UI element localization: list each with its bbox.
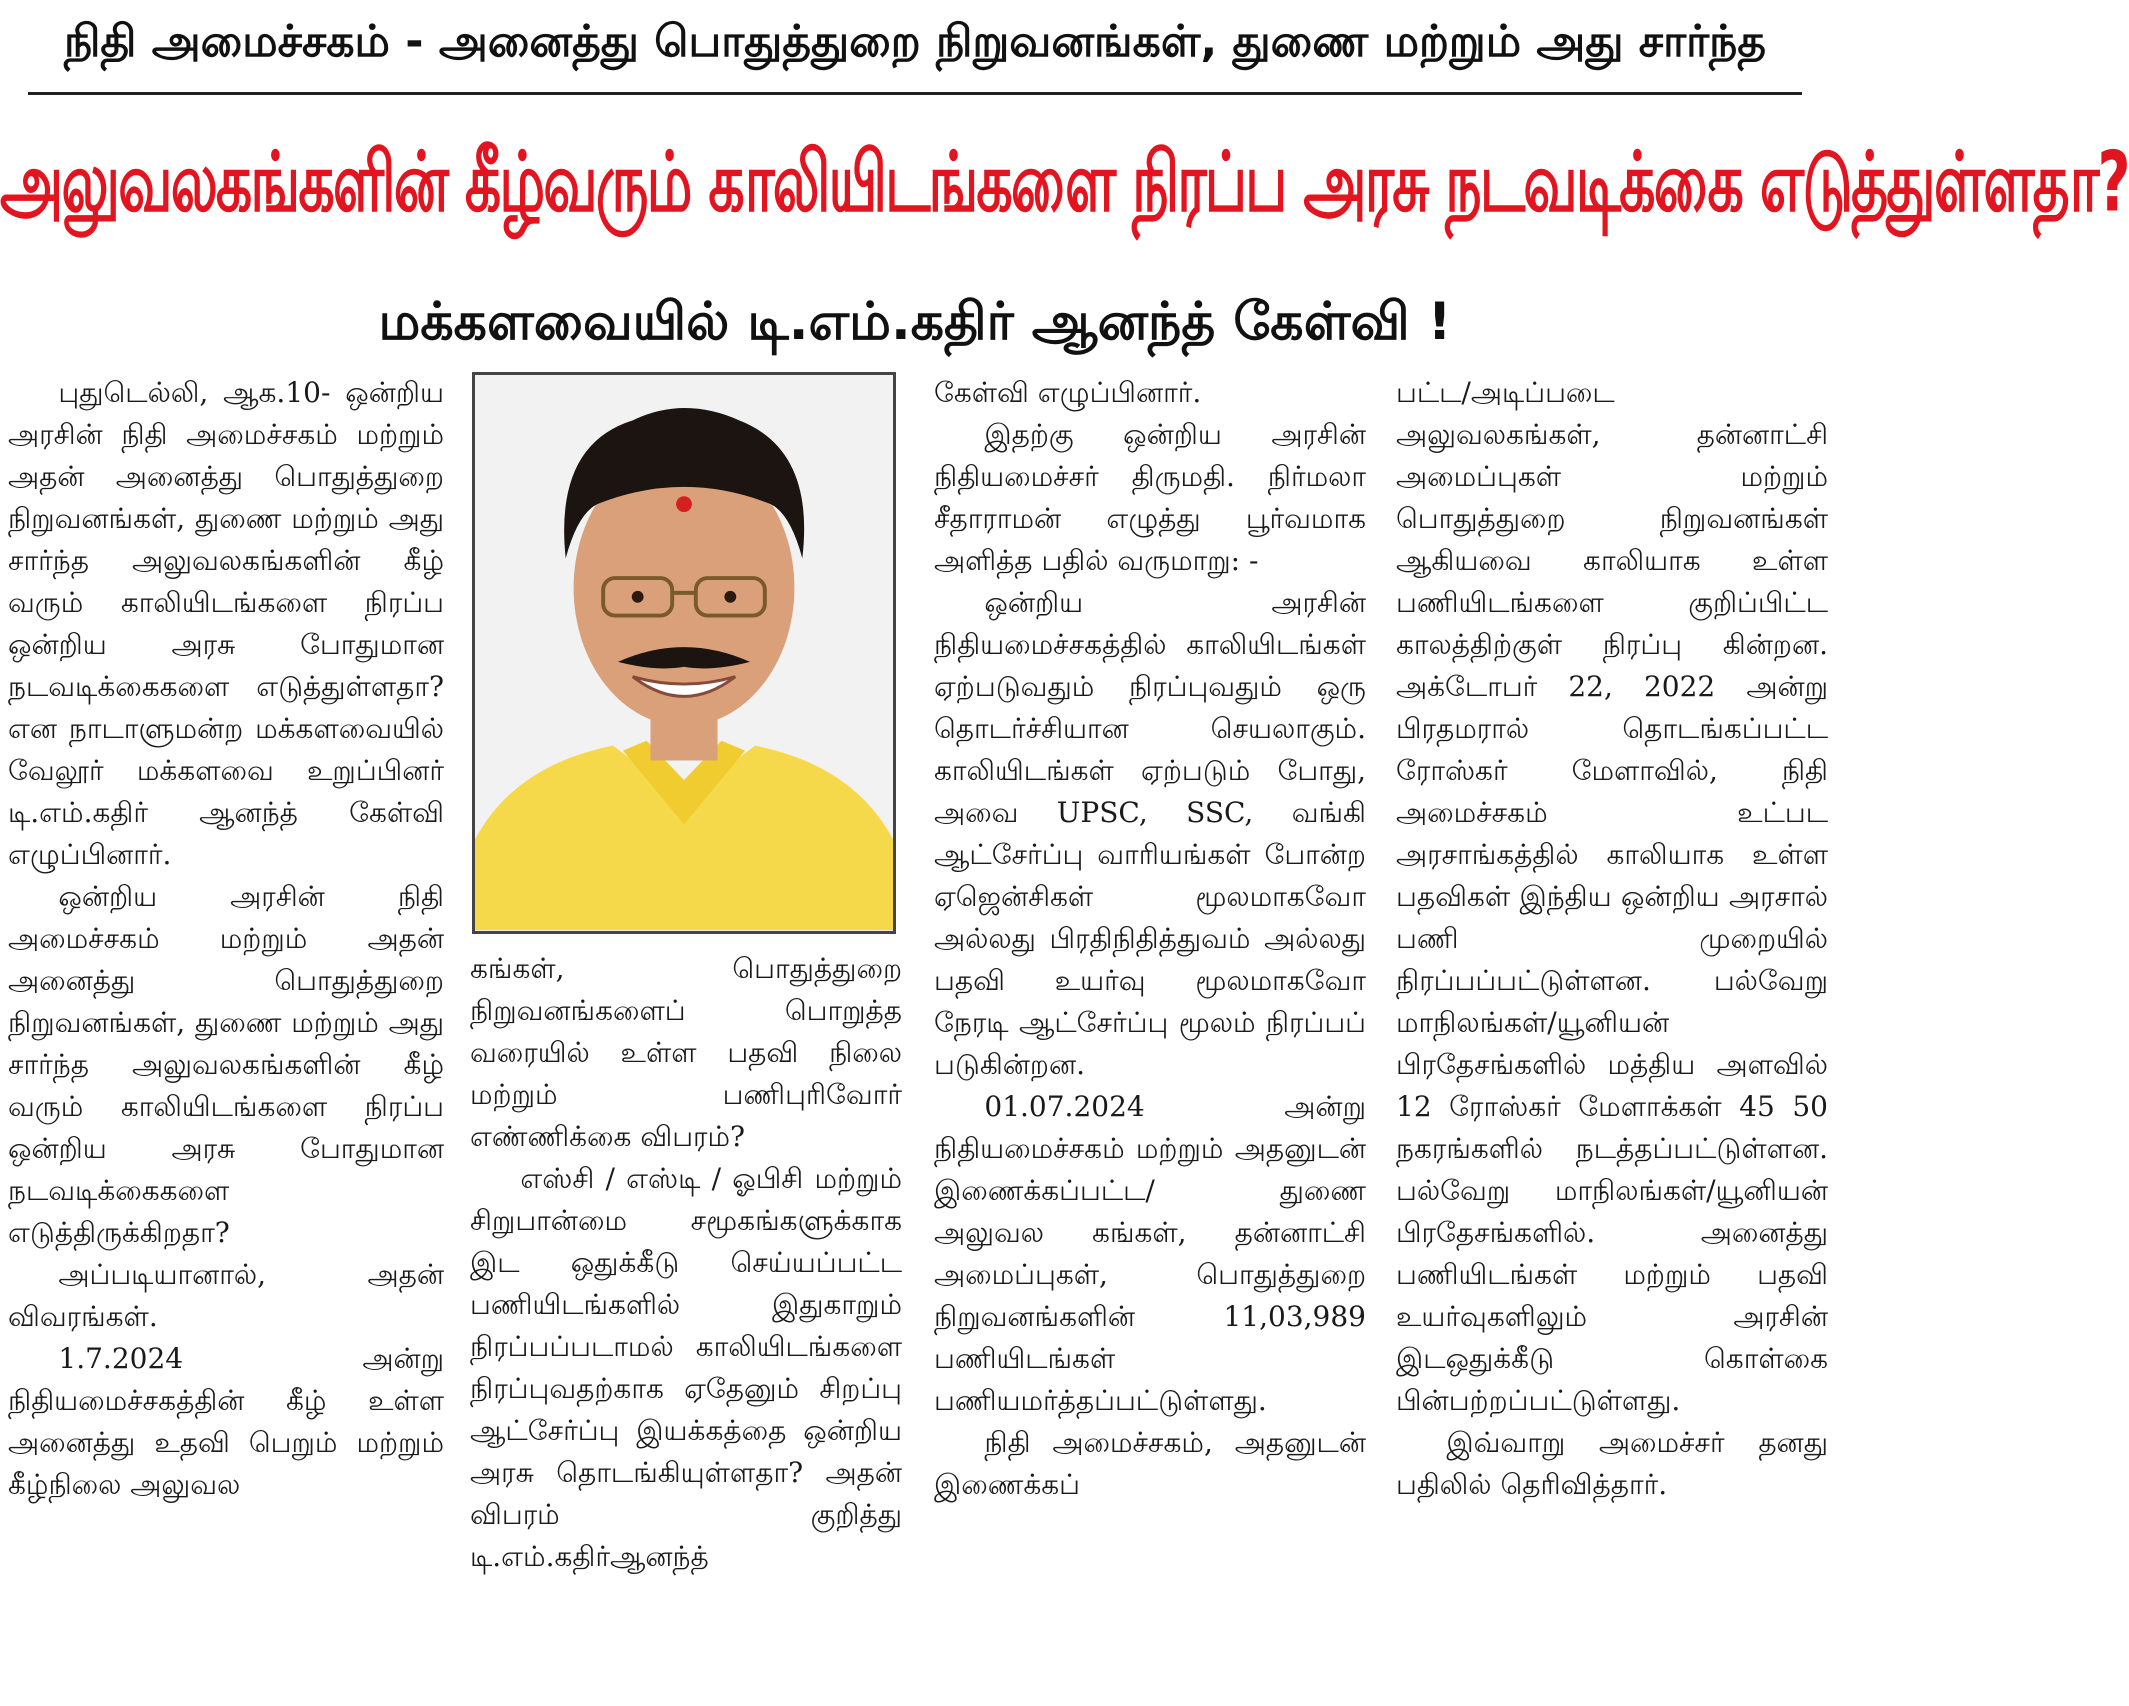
main-headline: அலுவலகங்களின் கீழ்வரும் காலியிடங்களை நிரப்ப அரசு நடவடிக்கை எடுத்துள்ளதா?: [0, 135, 2129, 231]
sub-headline: மக்களவையில் டி.எம்.கதிர் ஆனந்த் கேள்வி !: [378, 292, 1452, 352]
paragraph: கங்கள், பொதுத்துறை நிறுவனங்களைப் பொறுத்த வரையில் உள்ள பதவி நிலை மற்றும் பணிபுரிவோர் எண்ணிக்கை விபரம்?: [470, 952, 902, 1153]
paragraph: கேள்வி எழுப்பினார்.: [934, 376, 1202, 409]
kicker-headline: நிதி அமைச்சகம் - அனைத்து பொதுத்துறை நிறுவனங்கள், துணை மற்றும் அது சார்ந்த: [63, 16, 1767, 67]
portrait-photo: [472, 372, 896, 934]
paragraph: 1.7.2024 அன்று நிதியமைச்சகத்தின் கீழ் உள்ள அனைத்து உதவி பெறும் மற்றும் கீழ்நிலை அலுவல: [8, 1342, 444, 1501]
article-column-1: [8, 372, 444, 1706]
paragraph: ஒன்றிய அரசின் நிதியமைச்சகத்தில் காலியிடங்கள் ஏற்படுவதும் நிரப்புவதும் ஒரு தொடர்ச்சியான செயலாகும். காலியிடங்கள் ஏற்படும் போது, அவை UPSC, SSC, வங்கி ஆட்சேர்ப்பு வாரியங்கள் போன்ற ஏஜென்சிகள் மூலமாகவோ அல்லது பிரதிநிதித்துவம் அல்லது பதவி உயர்வு மூலமாகவோ நேரடி ஆட்சேர்ப்பு மூலம் நிரப்பப் படுகின்றன.: [934, 586, 1366, 1081]
article-column-2: [470, 948, 902, 1706]
paragraph: நிதி அமைச்சகம், அதனுடன் இணைக்கப்: [934, 1426, 1366, 1501]
paragraph: புதுடெல்லி, ஆக.10- ஒன்றிய அரசின் நிதி அமைச்சகம் மற்றும் அதன் அனைத்து பொதுத்துறை நிறுவனங்கள், துணை மற்றும் அது சார்ந்த அலுவலகங்களின் கீழ் வரும் காலியிடங்களை நிரப்ப ஒன்றிய அரசு போதுமான நடவடிக்கைகளை எடுத்துள்ளதா? என நாடாளுமன்ற மக்களவையில் வேலூர் மக்களவை உறுப்பினர் டி.எம்.கதிர் ஆனந்த் கேள்வி எழுப்பினார்.: [8, 376, 444, 871]
paragraph: எஸ்சி / எஸ்டி / ஓபிசி மற்றும் சிறுபான்மை சமூகங்களுக்காக இட ஒதுக்கீடு செய்யப்பட்ட பணியிடங்களில் இதுகாறும் நிரப்பப்படாமல் காலியிடங்களை நிரப்புவதற்காக ஏதேனும் சிறப்பு ஆட்சேர்ப்பு இயக்கத்தை ஒன்றிய அரசு தொடங்கியுள்ளதா? அதன் விபரம் குறித்து டி.எம்.கதிர்ஆனந்த்: [470, 1162, 902, 1573]
paragraph: இவ்வாறு அமைச்சர் தனது பதிலில் தெரிவித்தார்.: [1396, 1426, 1828, 1501]
paragraph: 01.07.2024 அன்று நிதியமைச்சகம் மற்றும் அதனுடன் இணைக்கப்பட்ட/ துணை அலுவல கங்கள், தன்னாட்சி அமைப்புகள், பொதுத்துறை நிறுவனங்களின் 11,03,989 பணியிடங்கள் பணியமர்த்தப்பட்டுள்ளது.: [934, 1090, 1366, 1417]
portrait-illustration: [475, 375, 893, 931]
paragraph: அப்படியானால், அதன் விவரங்கள்.: [8, 1258, 444, 1333]
article-column-3: [934, 372, 1366, 1706]
paragraph: ஒன்றிய அரசின் நிதி அமைச்சகம் மற்றும் அதன் அனைத்து பொதுத்துறை நிறுவனங்கள், துணை மற்றும் அது சார்ந்த அலுவலகங்களின் கீழ் வரும் காலியிடங்களை நிரப்ப ஒன்றிய அரசு போதுமான நடவடிக்கைகளை எடுத்திருக்கிறதா?: [8, 880, 444, 1249]
paragraph: இதற்கு ஒன்றிய அரசின் நிதியமைச்சர் திருமதி. நிர்மலா சீதாராமன் எழுத்து பூர்வமாக அளித்த பதில் வருமாறு: -: [934, 418, 1366, 577]
article-column-4: [1396, 372, 1828, 1706]
paragraph: பட்ட/அடிப்படை அலுவலகங்கள், தன்னாட்சி அமைப்புகள் மற்றும் பொதுத்துறை நிறுவனங்கள் ஆகியவை காலியாக உள்ள பணியிடங்களை குறிப்பிட்ட காலத்திற்குள் நிரப்பு கின்றன. அக்டோபர் 22, 2022 அன்று பிரதமரால் தொடங்கப்பட்ட ரோஸ்கர் மேளாவில், நிதி அமைச்சகம் உட்பட அரசாங்கத்தில் காலியாக உள்ள பதவிகள் இந்திய ஒன்றிய அரசால் பணி முறையில் நிரப்பப்பட்டுள்ளன. பல்வேறு மாநிலங்கள்/யூனியன் பிரதேசங்களில் மத்திய அளவில் 12 ரோஸ்கர் மேளாக்கள் 45 50 நகரங்களில் நடத்தப்பட்டுள்ளன. பல்வேறு மாநிலங்கள்/யூனியன் பிரதேசங்களில். அனைத்து பணியிடங்கள் மற்றும் பதவி உயர்வுகளிலும் அரசின் இடஒதுக்கீடு கொள்கை பின்பற்றப்பட்டுள்ளது.: [1396, 376, 1828, 1417]
